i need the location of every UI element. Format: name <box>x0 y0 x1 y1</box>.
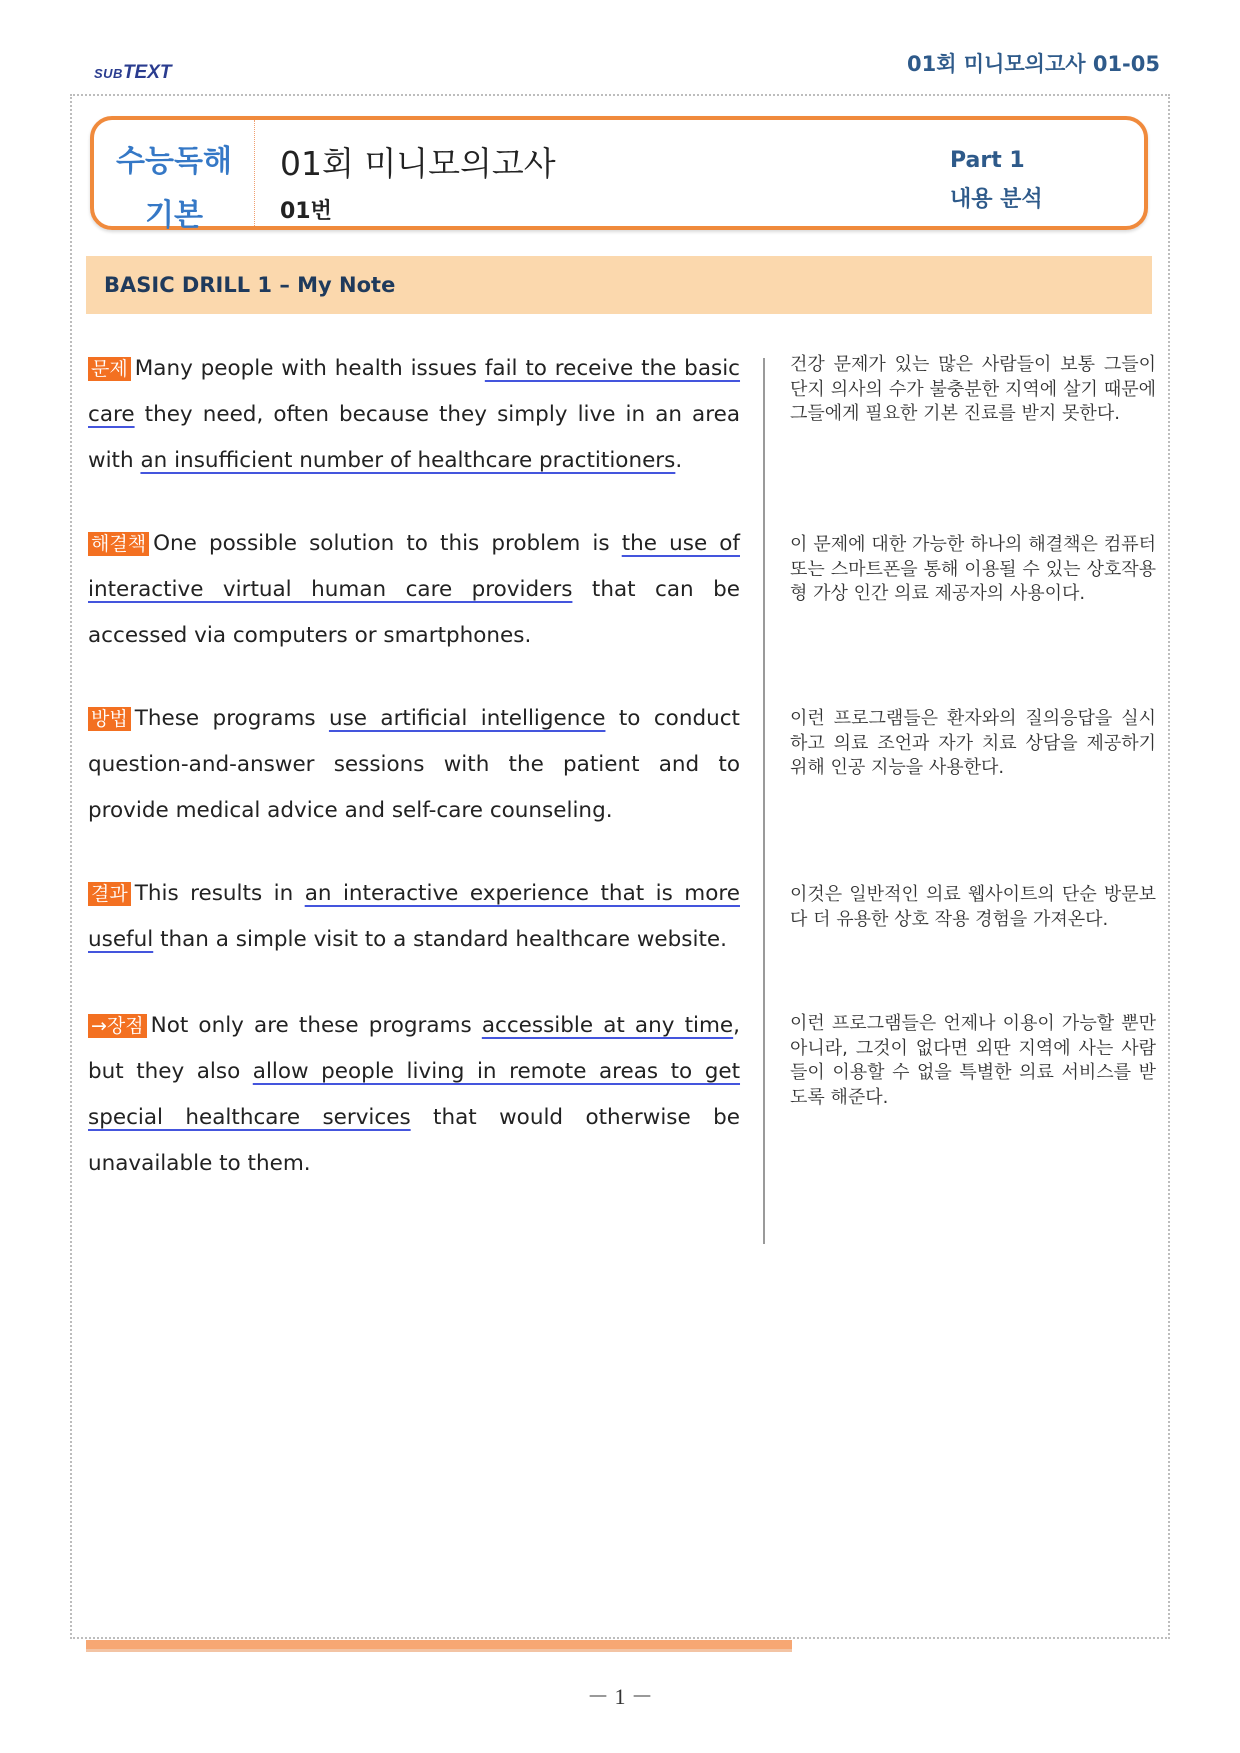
tag-method: 방법 <box>88 707 131 731</box>
tag-problem: 문제 <box>88 357 131 381</box>
part-label: Part 1 <box>950 148 1025 173</box>
text-segment: that would otherwise be unavailable to them. <box>88 1105 740 1176</box>
text-segment: Many people with health issues <box>134 356 485 381</box>
series-label <box>94 120 255 233</box>
english-paragraph-4 <box>88 871 740 963</box>
tag-solution: 해결책 <box>88 532 149 556</box>
document-code: 01회 미니모의고사 01-05 <box>906 52 1160 76</box>
text-segment: to conduct question-and-answer sessions with the patient and to provide medical advice and self-care counseling. <box>88 706 740 823</box>
underlined-phrase: an insufficient number of healthcare practitioners <box>140 448 676 473</box>
series-line-2: 기본 <box>145 198 203 233</box>
english-paragraph-1 <box>88 346 740 484</box>
series-line-1: 수능독해 <box>116 144 232 179</box>
section-heading: BASIC DRILL 1 – My Note <box>86 256 1152 314</box>
text-segment: , but they also <box>88 1013 740 1084</box>
text-segment: This results in <box>134 881 305 906</box>
logo-text: TEXT <box>122 62 172 83</box>
korean-translation-2: 이 문제에 대한 가능한 하나의 해결책은 컴퓨터 또는 스마트폰을 통해 이용될 수 있는 상호작용형 가상 인간 의료 제공자의 사용이다. <box>790 534 1156 604</box>
underlined-phrase: allow people living in remote areas to get special healthcare services <box>88 1059 741 1130</box>
text-segment: that can be accessed via computers or smartphones. <box>88 577 740 648</box>
english-paragraph-2 <box>88 521 740 659</box>
underlined-phrase: the use of interactive virtual human care providers <box>88 531 740 602</box>
english-paragraph-3 <box>88 696 740 834</box>
korean-translation-1: 건강 문제가 있는 많은 사람들이 보통 그들이 단지 의사의 수가 불충분한 지역에 살기 때문에 그들에게 필요한 기본 진료를 받지 못한다. <box>790 354 1156 424</box>
text-segment: Not only are these programs <box>150 1013 482 1038</box>
page-frame <box>70 94 1170 1639</box>
underlined-phrase: use artificial intelligence <box>328 706 606 731</box>
part-description: 내용 분석 <box>950 187 1043 212</box>
text-segment: . <box>675 448 683 473</box>
text-segment: they need, often because they simply live in an area with <box>88 402 740 473</box>
column-divider <box>763 358 765 1244</box>
text-segment: than a simple visit to a standard healthcare website. <box>153 927 727 952</box>
tag-result: 결과 <box>88 882 131 906</box>
korean-translation-5: 이런 프로그램들은 언제나 이용이 가능할 뿐만 아니라, 그것이 없다면 외딴 지역에 사는 사람들이 이용할 수 없을 특별한 의료 서비스를 받도록 해준다. <box>790 1013 1156 1108</box>
text-segment: These programs <box>134 706 329 731</box>
footer-accent-bar <box>86 1640 792 1649</box>
question-number: 01번 <box>280 199 332 224</box>
korean-translation-3: 이런 프로그램들은 환자와의 질의응답을 실시하고 의료 조언과 자가 치료 상담을 제공하기 위해 인공 지능을 사용한다. <box>790 708 1156 778</box>
underlined-phrase: fail to receive the basic care <box>88 356 741 427</box>
page-number: － 1 － <box>586 1684 653 1709</box>
underlined-phrase: accessible at any time <box>481 1013 734 1038</box>
text-segment: One possible solution to this problem is <box>153 531 622 556</box>
page-title: 01회 미니모의고사 <box>280 144 556 183</box>
underlined-phrase: an interactive experience that is more useful <box>88 881 740 952</box>
tag-advantage: →장점 <box>88 1014 147 1038</box>
korean-translation-4: 이것은 일반적인 의료 웹사이트의 단순 방문보다 더 유용한 상호 작용 경험을 가져온다. <box>790 884 1156 930</box>
title-box <box>90 116 1148 233</box>
subtext-logo <box>94 62 172 84</box>
logo-sub: SUB <box>94 66 123 81</box>
english-paragraph-5 <box>88 1003 740 1187</box>
